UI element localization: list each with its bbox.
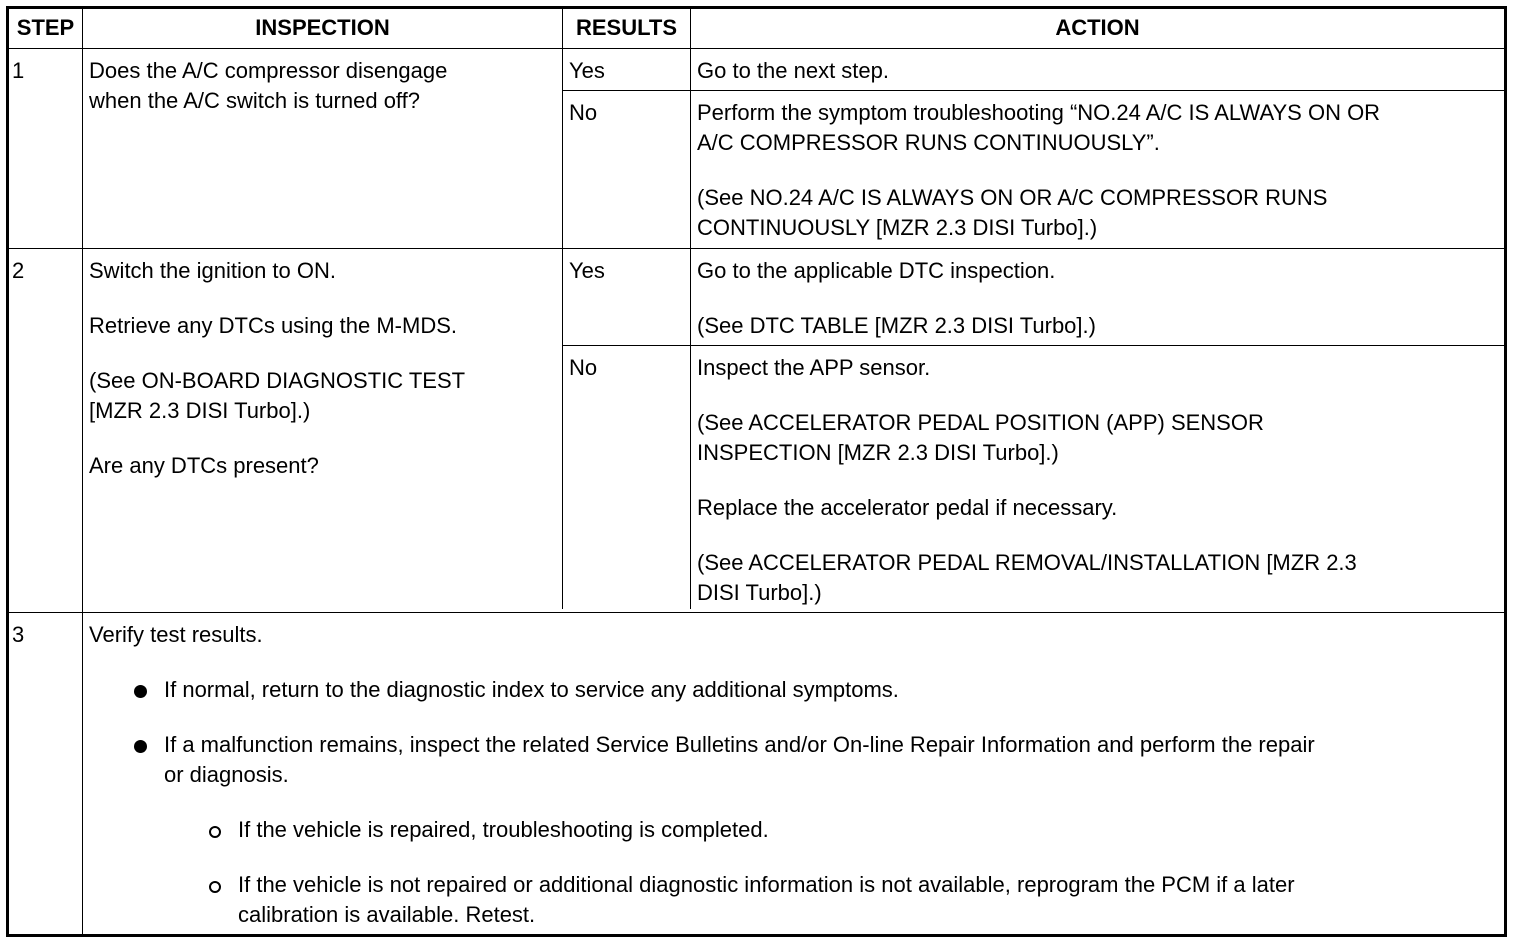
bullet-text: If normal, return to the diagnostic index to service any additional symptoms. [164, 677, 899, 702]
row-divider [9, 48, 1504, 49]
result-no: No [569, 100, 598, 125]
bullet-text: or diagnosis. [164, 762, 289, 787]
header-step: STEP [16, 15, 75, 40]
bullet-icon [134, 740, 147, 753]
inspection-text: Are any DTCs present? [89, 453, 319, 478]
sub-bullet-icon [209, 826, 221, 838]
action-text: CONTINUOUSLY [MZR 2.3 DISI Turbo].) [697, 215, 1098, 240]
result-yes: Yes [569, 258, 605, 283]
result-no: No [569, 355, 598, 380]
sub-bullet-icon [209, 881, 221, 893]
inspection-text: when the A/C switch is turned off? [89, 88, 420, 113]
action-text: Perform the symptom troubleshooting “NO.24 A/C IS ALWAYS ON OR [697, 100, 1381, 125]
action-text: (See NO.24 A/C IS ALWAYS ON OR A/C COMPRESSOR RUNS [697, 185, 1328, 210]
action-text: (See DTC TABLE [MZR 2.3 DISI Turbo].) [697, 313, 1096, 338]
action-text: Replace the accelerator pedal if necessary. [697, 495, 1118, 520]
action-text: Go to the applicable DTC inspection. [697, 258, 1056, 283]
step-number: 1 [12, 58, 25, 83]
action-text: DISI Turbo].) [697, 580, 822, 605]
sub-bullet-text: If the vehicle is not repaired or additional diagnostic information is not available, reprogram the PCM if a later [238, 872, 1295, 897]
header-results: RESULTS [575, 15, 678, 40]
result-yes: Yes [569, 58, 605, 83]
action-text: Inspect the APP sensor. [697, 355, 931, 380]
action-text: (See ACCELERATOR PEDAL POSITION (APP) SENSOR [697, 410, 1264, 435]
inspection-text: Switch the ignition to ON. [89, 258, 337, 283]
bullet-icon [134, 685, 147, 698]
inspection-text: Does the A/C compressor disengage [89, 58, 448, 83]
sub-bullet-text: calibration is available. Retest. [238, 902, 536, 927]
column-divider [690, 9, 691, 609]
inspection-text: [MZR 2.3 DISI Turbo].) [89, 398, 311, 423]
row-divider [9, 248, 1504, 249]
column-divider [562, 9, 563, 609]
diagnostic-table [6, 6, 1507, 937]
action-text: Go to the next step. [697, 58, 890, 83]
inspection-text: Verify test results. [89, 622, 263, 647]
step-number: 2 [12, 258, 25, 283]
action-text: INSPECTION [MZR 2.3 DISI Turbo].) [697, 440, 1059, 465]
row-divider [562, 345, 1504, 346]
inspection-text: Retrieve any DTCs using the M-MDS. [89, 313, 457, 338]
step-number: 3 [12, 622, 25, 647]
inspection-text: (See ON-BOARD DIAGNOSTIC TEST [89, 368, 466, 393]
row-divider [562, 90, 1504, 91]
action-text: A/C COMPRESSOR RUNS CONTINUOUSLY”. [697, 130, 1160, 155]
bullet-text: If a malfunction remains, inspect the related Service Bulletins and/or On-line Repair Information and perform the repair [164, 732, 1315, 757]
row-divider [9, 612, 1504, 613]
column-divider [82, 9, 83, 934]
header-inspection: INSPECTION [255, 15, 390, 40]
sub-bullet-text: If the vehicle is repaired, troubleshooting is completed. [238, 817, 769, 842]
action-text: (See ACCELERATOR PEDAL REMOVAL/INSTALLATION [MZR 2.3 [697, 550, 1357, 575]
header-action: ACTION [1055, 15, 1140, 40]
